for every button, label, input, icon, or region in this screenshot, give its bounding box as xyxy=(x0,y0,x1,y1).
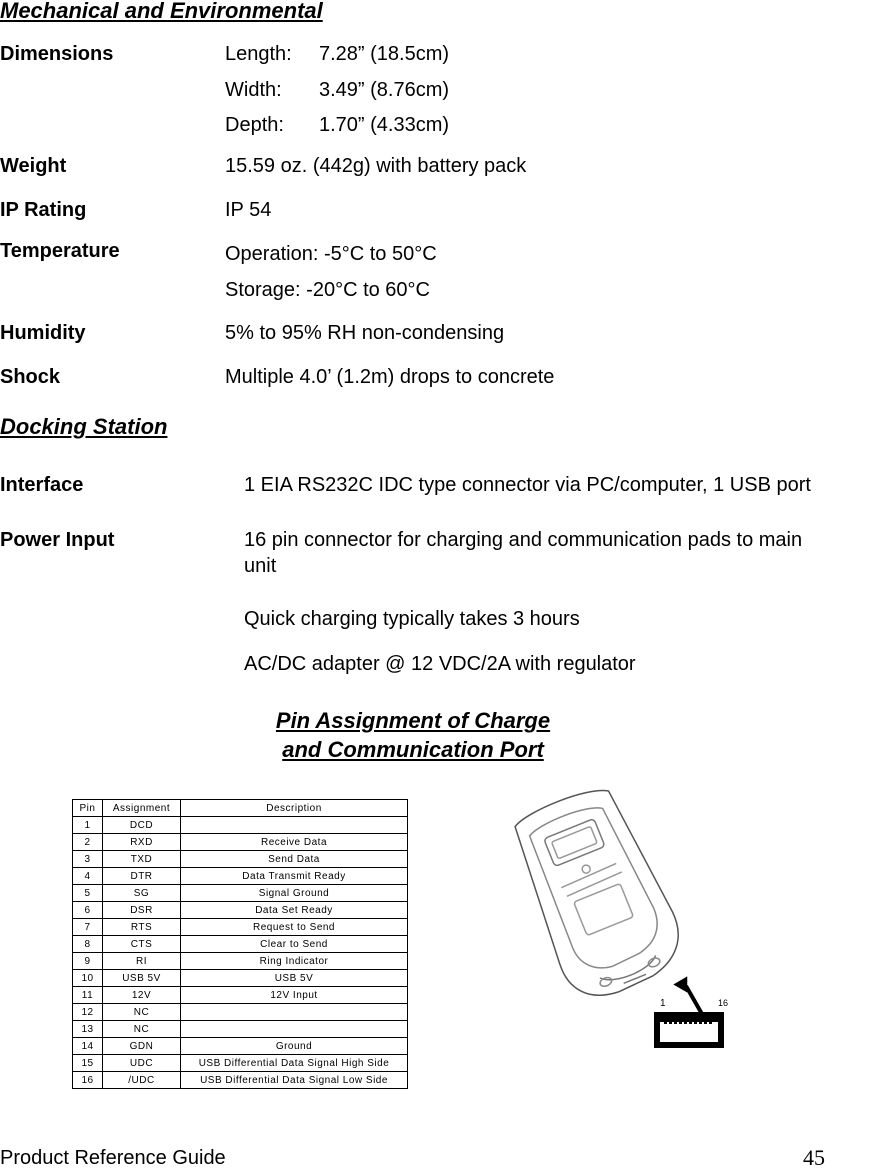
header-assignment: Assignment xyxy=(103,800,181,817)
description-cell: 12V Input xyxy=(181,987,408,1004)
section-title-mechanical: Mechanical and Environmental xyxy=(0,0,323,23)
table-row xyxy=(73,834,408,851)
assignment-cell: GDN xyxy=(103,1038,181,1055)
value-interface: 1 EIA RS232C IDC type connector via PC/computer, 1 USB port xyxy=(244,474,811,496)
table-row xyxy=(73,919,408,936)
device-connector-illustration xyxy=(470,788,750,1053)
table-row xyxy=(73,1055,408,1072)
pin-cell: 5 xyxy=(73,885,103,902)
value-temperature-operation: Operation: -5°C to 50°C xyxy=(225,243,437,265)
pin-cell: 15 xyxy=(73,1055,103,1072)
page-number: 45 xyxy=(803,1145,825,1170)
label-interface: Interface xyxy=(0,474,84,496)
table-row xyxy=(73,885,408,902)
assignment-cell: DSR xyxy=(103,902,181,919)
dim-width-value: 3.49” (8.76cm) xyxy=(319,79,450,101)
description-cell: Request to Send xyxy=(181,919,408,936)
header-description: Description xyxy=(181,800,408,817)
pin-title-line1: Pin Assignment of Charge xyxy=(275,708,551,733)
label-ip-rating: IP Rating xyxy=(0,199,87,221)
assignment-cell: DCD xyxy=(103,817,181,834)
value-power-line1: 16 pin connector for charging and communication pads to main xyxy=(244,529,803,551)
section-title-docking: Docking Station xyxy=(0,414,168,439)
assignment-cell: /UDC xyxy=(103,1072,181,1089)
device-body-outline xyxy=(503,788,693,1008)
description-cell: Send Data xyxy=(181,851,408,868)
description-cell: Clear to Send xyxy=(181,936,408,953)
pin-cell: 14 xyxy=(73,1038,103,1055)
table-row xyxy=(73,953,408,970)
description-cell xyxy=(181,817,408,834)
description-cell: Data Transmit Ready xyxy=(181,868,408,885)
label-weight: Weight xyxy=(0,155,67,177)
dim-depth-key: Depth: xyxy=(225,114,284,136)
assignment-cell: SG xyxy=(103,885,181,902)
label-shock: Shock xyxy=(0,366,61,388)
assignment-cell: CTS xyxy=(103,936,181,953)
pin-cell: 10 xyxy=(73,970,103,987)
pin-cell: 11 xyxy=(73,987,103,1004)
connector-pads-icon xyxy=(654,1012,724,1048)
pin-cell: 8 xyxy=(73,936,103,953)
pin-cell: 16 xyxy=(73,1072,103,1089)
value-temperature-storage: Storage: -20°C to 60°C xyxy=(225,279,430,301)
assignment-cell: USB 5V xyxy=(103,970,181,987)
pin-cell: 6 xyxy=(73,902,103,919)
value-shock: Multiple 4.0’ (1.2m) drops to concrete xyxy=(225,366,555,388)
dim-length-value: 7.28” (18.5cm) xyxy=(319,43,450,65)
label-temperature: Temperature xyxy=(0,240,120,262)
pin-cell: 3 xyxy=(73,851,103,868)
pin-cell: 12 xyxy=(73,1004,103,1021)
label-humidity: Humidity xyxy=(0,322,86,344)
assignment-cell: 12V xyxy=(103,987,181,1004)
description-cell: USB 5V xyxy=(181,970,408,987)
dim-depth-value: 1.70” (4.33cm) xyxy=(319,114,450,136)
description-cell: Signal Ground xyxy=(181,885,408,902)
pin-cell: 4 xyxy=(73,868,103,885)
table-row xyxy=(73,936,408,953)
label-power-input: Power Input xyxy=(0,529,115,551)
pin-assignment-table xyxy=(72,799,408,1089)
description-cell: Receive Data xyxy=(181,834,408,851)
table-row xyxy=(73,902,408,919)
footer-guide-title: Product Reference Guide xyxy=(0,1147,226,1169)
table-row xyxy=(73,970,408,987)
description-cell xyxy=(181,1004,408,1021)
description-cell: USB Differential Data Signal High Side xyxy=(181,1055,408,1072)
description-cell: Ring Indicator xyxy=(181,953,408,970)
table-header-row xyxy=(73,800,408,817)
pin-cell: 1 xyxy=(73,817,103,834)
description-cell: Data Set Ready xyxy=(181,902,408,919)
pin-cell: 13 xyxy=(73,1021,103,1038)
connector-pin-first-label: 1 xyxy=(660,998,666,1009)
value-humidity: 5% to 95% RH non-condensing xyxy=(225,322,505,344)
table-row xyxy=(73,1004,408,1021)
assignment-cell: NC xyxy=(103,1004,181,1021)
description-cell: Ground xyxy=(181,1038,408,1055)
assignment-cell: DTR xyxy=(103,868,181,885)
pin-cell: 9 xyxy=(73,953,103,970)
arrow-icon xyxy=(673,972,702,1014)
value-power-line4: AC/DC adapter @ 12 VDC/2A with regulator xyxy=(244,653,636,675)
table-row xyxy=(73,1021,408,1038)
assignment-cell: TXD xyxy=(103,851,181,868)
assignment-cell: RXD xyxy=(103,834,181,851)
label-dimensions: Dimensions xyxy=(0,43,114,65)
table-row xyxy=(73,1038,408,1055)
value-weight: 15.59 oz. (442g) with battery pack xyxy=(225,155,527,177)
dim-width-key: Width: xyxy=(225,79,282,101)
table-row xyxy=(73,868,408,885)
assignment-cell: RTS xyxy=(103,919,181,936)
connector-pin-last-label: 16 xyxy=(718,998,729,1008)
pin-cell: 2 xyxy=(73,834,103,851)
assignment-cell: UDC xyxy=(103,1055,181,1072)
table-row xyxy=(73,817,408,834)
assignment-cell: NC xyxy=(103,1021,181,1038)
assignment-cell: RI xyxy=(103,953,181,970)
table-row xyxy=(73,851,408,868)
table-row xyxy=(73,987,408,1004)
description-cell xyxy=(181,1021,408,1038)
value-power-line3: Quick charging typically takes 3 hours xyxy=(244,608,580,630)
value-ip-rating: IP 54 xyxy=(225,199,272,221)
dim-length-key: Length: xyxy=(225,43,292,65)
value-power-line2: unit xyxy=(244,555,277,577)
pin-title-line2: and Communication Port xyxy=(282,737,544,762)
header-pin: Pin xyxy=(73,800,103,817)
pin-cell: 7 xyxy=(73,919,103,936)
description-cell: USB Differential Data Signal Low Side xyxy=(181,1072,408,1089)
table-row xyxy=(73,1072,408,1089)
